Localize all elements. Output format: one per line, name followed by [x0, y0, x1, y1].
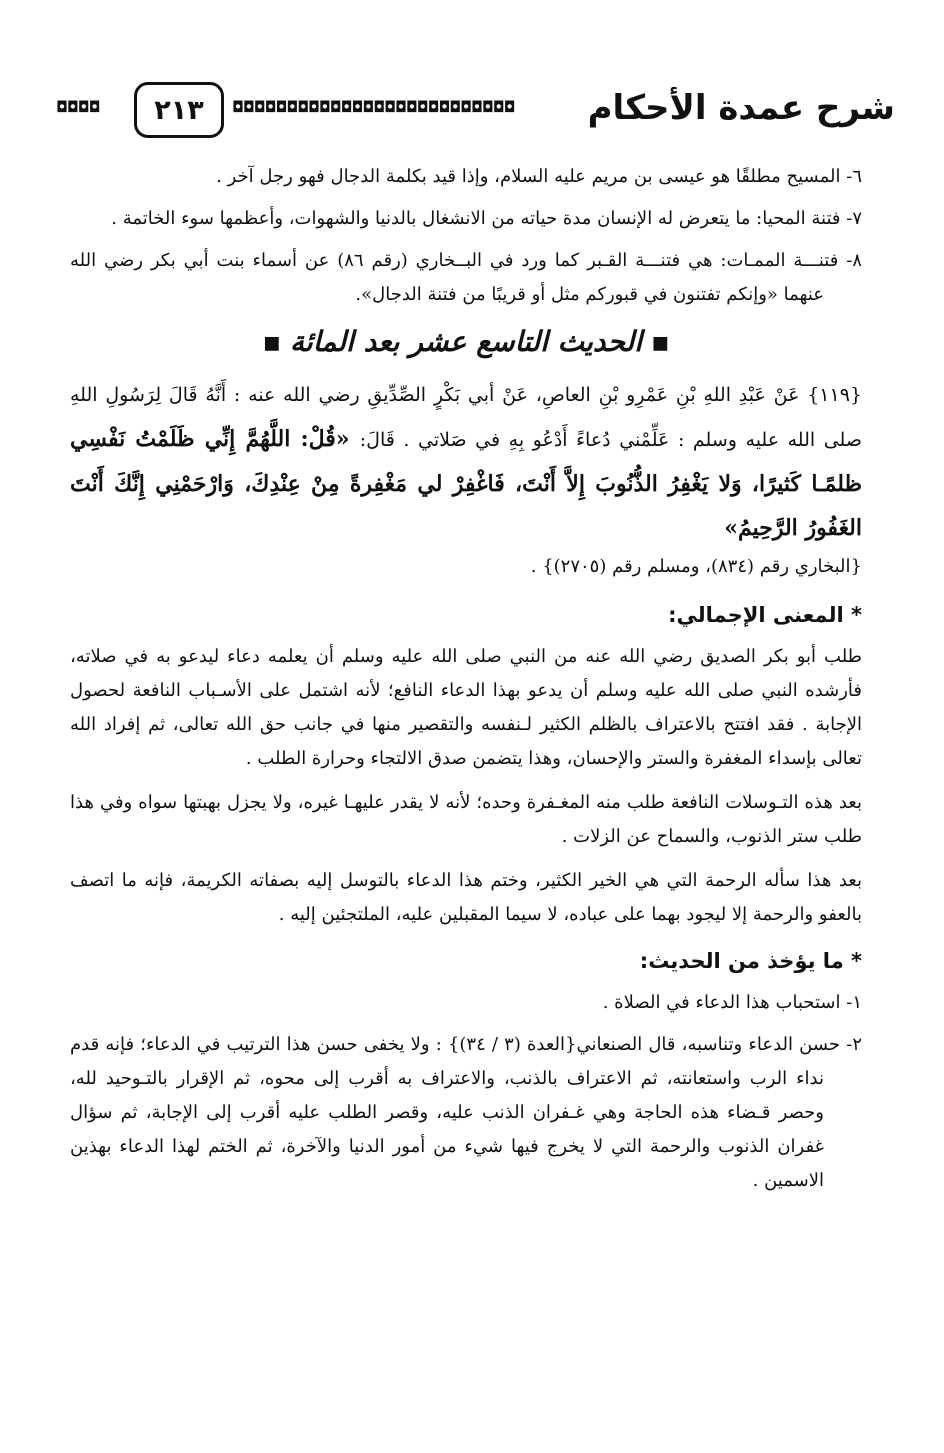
lesson-item	[70, 986, 862, 1020]
square-marker: ■	[263, 332, 281, 354]
hadith-intro: {١١٩} عَنْ عَبْدِ اللهِ بْنِ عَمْرِو بْنِ العاصِ، عَنْ أبي بَكْرٍ الصِّدِّيقِ رضي الله عنه : أَنَّهُ قَالَ لِرَسُولِ اللهِ صلى الله عليه وسلم : عَلِّمْني دُعاءً أَدْعُو بِهِ في صَلاتي . قَالَ:	[70, 383, 862, 451]
general-meaning-heading: * المعنى الإجمالي:	[668, 602, 862, 627]
section-title-text: الحديث التاسع عشر بعد المائة	[290, 325, 642, 358]
note-item	[70, 160, 862, 194]
header-ornament-short: ◘◘◘◘	[56, 98, 100, 116]
hadith-text	[70, 372, 862, 550]
lesson-text: حسن الدعاء وتناسبه، قال الصنعاني{العدة (٣ / ٣٤)} : ولا يخفى حسن هذا الترتيب في الدعاء؛ فإنه قدم نداء الرب واستعانته، ثم الاعتراف بالذنب، والاعتراف به أقرب إلى محوه، ثم الإقرار بالتـوحيد لله، وحصر قـضاء هذه الحاجة وهي غـفران الذنب عليه، وقصر الطلب عليه أقرب إلى الإجابة، ثم سؤال غفران الذنوب والرحمة التي لا يخرج فيها شيء من أمور الدنيا والآخرة، ثم الختم لهذا الدعاء بهذين الاسمين .	[70, 1033, 841, 1191]
lesson-number: ٢-	[846, 1033, 862, 1055]
note-number: ٨-	[846, 250, 862, 271]
note-number: ٦-	[846, 166, 862, 187]
lesson-item	[70, 1028, 862, 1198]
section-title	[70, 320, 862, 366]
page-number: ٢١٣	[134, 82, 224, 138]
page-body	[70, 160, 862, 1206]
header-ornament: ◘◘◘◘◘◘◘◘◘◘◘◘◘◘◘◘◘◘◘◘◘◘◘◘◘◘	[232, 98, 515, 116]
hadith-quote: «قُلْ: اللَّهُمَّ إِنِّي ظَلَمْتُ نَفْسِي ظلمًـا كَثيرًا، وَلا يَغْفِرُ الذُّنُوبَ إِلاَّ أَنْتَ، فَاغْفِرْ لي مَغْفِرةً مِنْ عِنْدِكَ، وَارْحَمْنِي إِنَّكَ أَنْتَ الغَفُورُ الرَّحِيمُ»	[70, 425, 862, 541]
paragraph: بعد هذه التـوسلات النافعة طلب منه المغـفرة وحده؛ لأنه لا يقدر عليهـا غيره، ولا يجزل بهبتها سواه وفي هذا طلب ستر الذنوب، والسماح عن الزلات .	[70, 791, 862, 847]
note-item	[70, 202, 862, 236]
note-number: ٧-	[846, 208, 862, 229]
lesson-text: استحباب هذا الدعاء في الصلاة .	[602, 991, 841, 1013]
page-header	[50, 82, 895, 138]
note-text: المسيح مطلقًا هو عيسى بن مريم عليه السلام، وإذا قيد بكلمة الدجال فهو رجل آخر .	[216, 166, 841, 187]
lessons-heading: * ما يؤخذ من الحديث:	[639, 948, 862, 973]
hadith-source: {البخاري رقم (٨٣٤)، ومسلم رقم (٢٧٠٥)} .	[530, 555, 862, 577]
paragraph: طلب أبو بكر الصديق رضي الله عنه من النبي صلى الله عليه وسلم أن يعلمه دعاء ليدعو به في صلاته، فأرشده النبي صلى الله عليه وسلم أن يدعو بهذا الدعاء النافع؛ لأنه اشتمل على الأسـباب النافعة لحصول الإجابة . فقد افتتح بالاعتراف بالظلم الكثير لـنفسه والتقصير منها في جانب حق الله تعالى، ثم إفراد الله تعالى بإسداء المغفرة والستر والإحسان، وهذا يتضمن صدق الالتجاء وحرارة الطلب .	[70, 645, 862, 769]
note-text: فتنة المحيا: ما يتعرض له الإنسان مدة حياته من الانشغال بالدنيا والشهوات، وأعظمها سوء الخاتمة .	[111, 208, 841, 229]
note-item	[70, 244, 862, 312]
note-text: فتنـــة الممـات: هي فتنـــة القـبر كما ورد في البــخاري (رقم ٨٦) عن أسماء بنت أبي بكر رضي الله عنهما «وإنكم تفتنون في قبوركم مثل أو قريبًا من فتنة الدجال».	[70, 250, 839, 305]
paragraph: بعد هذا سأله الرحمة التي هي الخير الكثير، وختم هذا الدعاء بالتوسل إليه بصفاته الكريمة، فإنه ما اتصف بالعفو والرحمة إلا ليجود بهما على عباده، لا سيما المقبلين عليه، الملتجئين إليه .	[70, 869, 862, 925]
lesson-number: ١-	[846, 991, 862, 1013]
book-title: شرح عمدة الأحكام	[587, 88, 895, 128]
square-marker: ■	[651, 332, 669, 354]
